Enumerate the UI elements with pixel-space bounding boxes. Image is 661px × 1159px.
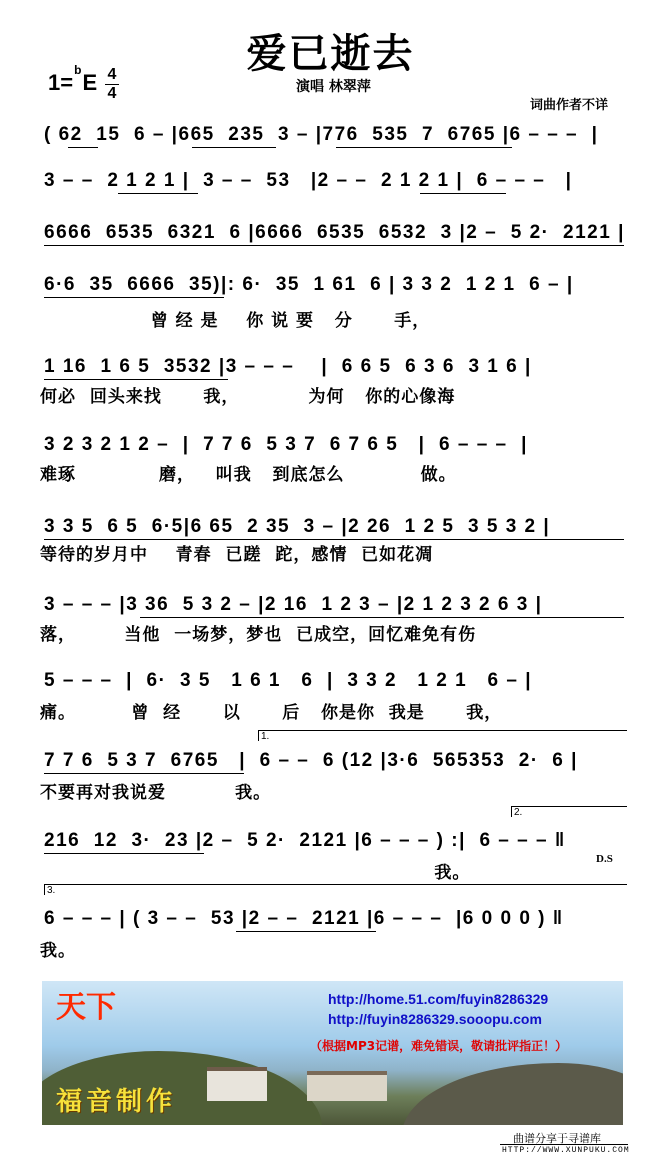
key-prefix: 1= [48, 70, 74, 95]
score-row-5: 1 16 1 6 5 3532 |3 – – – | 6 6 5 6 3 6 3 1 6 | [44, 356, 532, 377]
banner-note: （根据MP3记谱，难免错误，敬请批评指正！） [310, 1039, 568, 1053]
beam [44, 245, 624, 246]
score-row-12: 6 – – – | ( 3 – – 53 |2 – – 2121 |6 – – – |6 0 0 0 ) ‖ [44, 908, 564, 929]
beam [68, 147, 98, 148]
beam [44, 853, 204, 854]
beam [420, 193, 506, 194]
lyrics-row-4: 曾 经 是 你 说 要 分 手， [40, 311, 431, 331]
banner-brand-top: 天下 [56, 990, 116, 1025]
score-row-8: 3 – – – |3 36 5 3 2 – |2 16 1 2 3 – |2 1 2 3 2 6 3 | [44, 594, 543, 615]
lyrics-row-10: 不要再对我说爱 我。 [40, 783, 272, 803]
score-row-7: 3 3 5 6 5 6·5|6 65 2 35 3 – |2 26 1 2 5 3 5 3 2 | [44, 516, 551, 537]
footer-divider [500, 1144, 628, 1145]
lyrics-row-7: 等待的岁月中 青春 已蹉 跎，感情 已如花凋 [40, 545, 434, 565]
volta-third: 3. [44, 884, 627, 895]
lyrics-row-9: 痛。 曾 经 以 后 你是你 我是 我， [40, 703, 503, 723]
beam [44, 773, 244, 774]
volta-second: 2. [511, 806, 627, 817]
banner-rocks [402, 1063, 623, 1125]
score-row-3: 6666 6535 6321 6 |6666 6535 6532 3 |2 – 5 2· 2121 | [44, 222, 625, 243]
score-row-11: 216 12 3· 23 |2 – 5 2· 2121 |6 – – – ) :| 6 – – – ‖ [44, 830, 566, 851]
banner-url-2[interactable]: http://fuyin8286329.sooopu.com [328, 1011, 542, 1027]
key-signature [48, 62, 98, 96]
lyrics-row-12: 我。 [40, 941, 76, 961]
footer-url[interactable]: HTTP://WWW.XUNPUKU.COM [502, 1146, 630, 1155]
score-row-4: 6·6 35 6666 35)|: 6· 35 1 61 6 | 3 3 2 1 2 1 6 – | [44, 274, 574, 295]
score-row-6: 3 2 3 2 1 2 – | 7 7 6 5 3 7 6 7 6 5 | 6 – – – | [44, 434, 528, 455]
time-signature-bottom: 4 [107, 85, 117, 102]
ds-marking: D.S [596, 853, 613, 865]
beam [140, 617, 624, 618]
lyrics-row-8: 落， 当他 一场梦，梦也 已成空，回忆难免有伤 [40, 625, 477, 645]
score-row-1: ( 62 15 6 – |665 235 3 – |776 535 7 6765 |6 – – – | [44, 124, 599, 145]
time-signature-top: 4 [107, 66, 117, 83]
footer-share-text: 曲谱分享于寻谱库 [513, 1132, 601, 1145]
beam [336, 147, 512, 148]
volta-first: 1. [258, 730, 627, 741]
banner-url-1[interactable]: http://home.51.com/fuyin8286329 [328, 991, 549, 1007]
beam [44, 297, 224, 298]
singer-credit: 演唱 林翠萍 [296, 79, 371, 95]
promo-banner [42, 981, 623, 1125]
banner-brand-bottom: 福音制作 [56, 1087, 177, 1117]
beam [44, 539, 624, 540]
score-row-9: 5 – – – | 6· 3 5 1 6 1 6 | 3 3 2 1 2 1 6 – | [44, 670, 533, 691]
time-signature [105, 66, 119, 103]
beam [192, 147, 276, 148]
banner-house [307, 1071, 387, 1101]
composer-credit: 词曲作者不详 [530, 98, 609, 113]
song-title: 爱已逝去 [246, 30, 415, 77]
beam [118, 193, 198, 194]
banner-house [207, 1067, 267, 1101]
score-row-2: 3 – – 2 1 2 1 | 3 – – 53 |2 – – 2 1 2 1 | 6 – – – | [44, 170, 573, 191]
key-flat: b [74, 62, 82, 77]
beam [44, 379, 228, 380]
score-row-10: 7 7 6 5 3 7 6765 | 6 – – 6 (12 |3·6 565353 2· 6 | [44, 750, 578, 771]
lyrics-row-11: 我。 [40, 863, 471, 883]
key-note: E [82, 70, 98, 95]
lyrics-row-5: 何必 回头来找 我， 为何 你的心像海 [40, 387, 456, 407]
lyrics-row-6: 难琢 磨， 叫我 到底怎么 做。 [40, 465, 457, 485]
beam [236, 931, 376, 932]
